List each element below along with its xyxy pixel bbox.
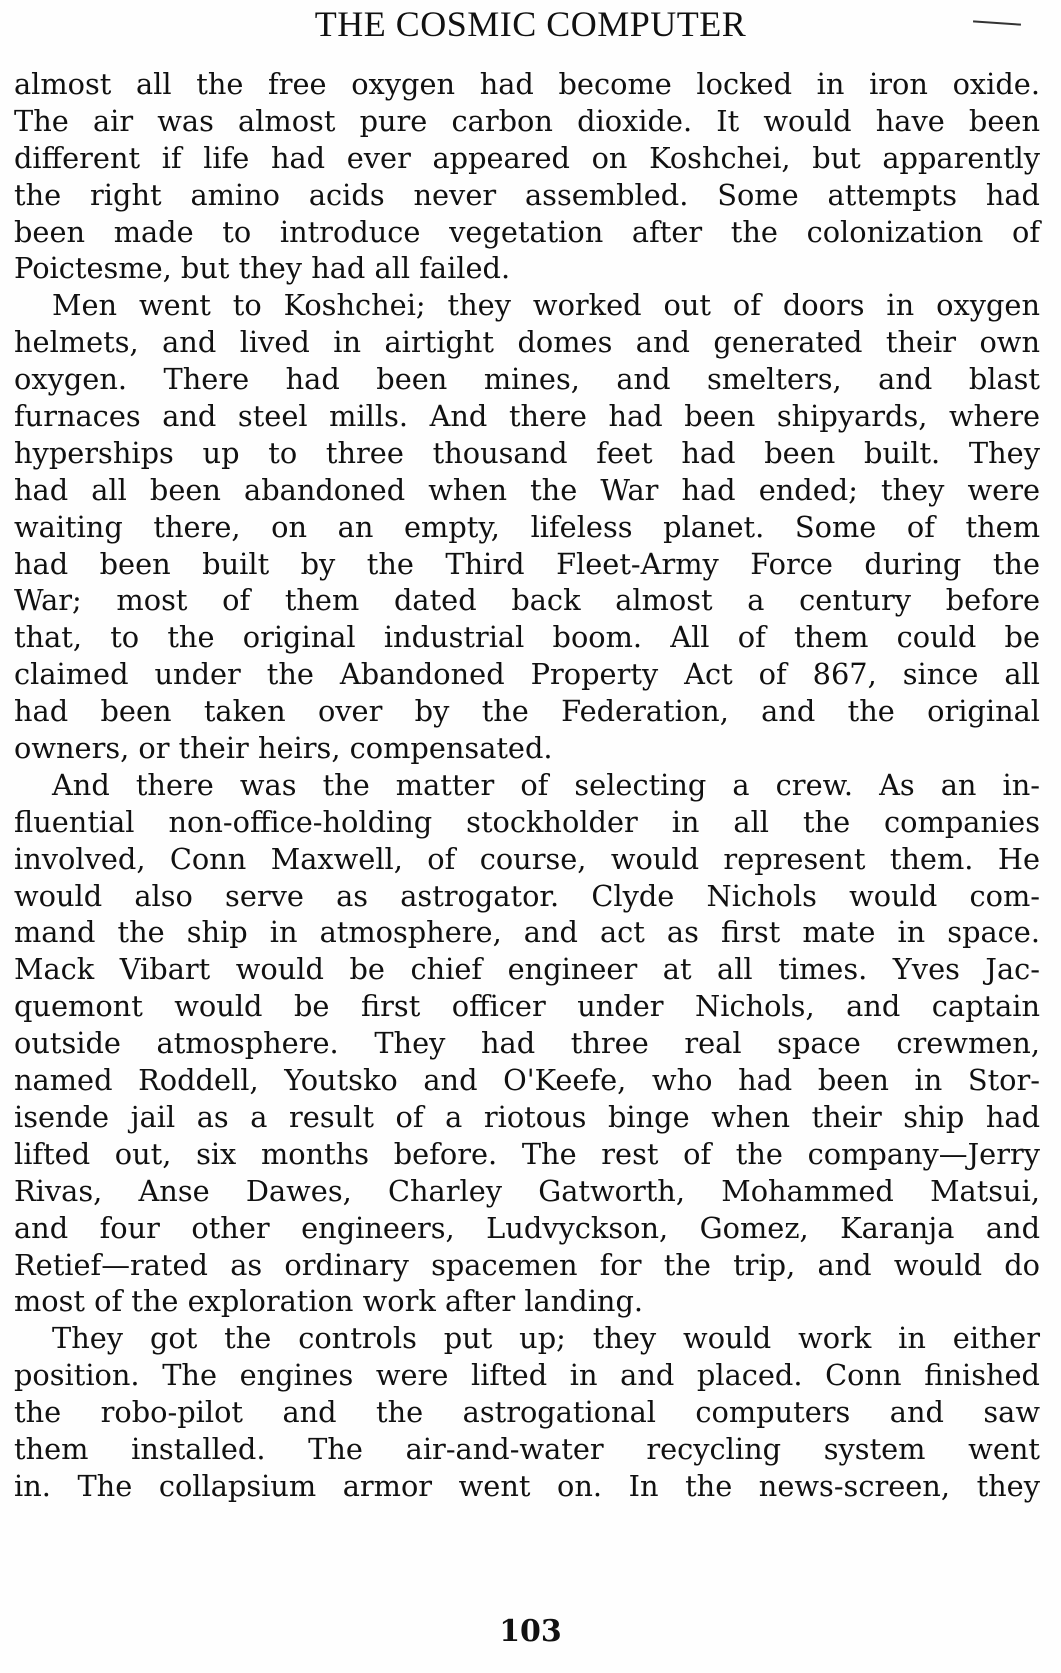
text-line: had all been abandoned when the War had ended; they were	[14, 472, 1040, 507]
text-line: had been taken over by the Federation, and the original	[14, 694, 1040, 729]
text-line: hyperships up to three thousand feet had been built. They	[14, 435, 1040, 470]
running-title: THE COSMIC COMPUTER	[314, 4, 747, 44]
text-line: helmets, and lived in airtight domes and generated their own	[14, 325, 1040, 360]
text-line: They got the controls put up; they would work in either	[52, 1321, 1040, 1356]
text-line: waiting there, on an empty, lifeless planet. Some of them	[14, 509, 1040, 544]
text-line: outside atmosphere. They had three real space crewmen,	[14, 1026, 1040, 1061]
text-line: owners, or their heirs, compensated.	[14, 731, 553, 766]
text-line: fluential non-office-holding stockholder in all the companies	[14, 804, 1040, 839]
page-number: 103	[499, 1614, 562, 1649]
text-line: the right amino acids never assembled. Some attempts had	[14, 177, 1040, 212]
text-line: involved, Conn Maxwell, of course, would represent them. He	[14, 841, 1040, 876]
text-line: War; most of them dated back almost a century before	[14, 583, 1040, 618]
text-line: named Roddell, Youtsko and O'Keefe, who had been in Stor-	[14, 1063, 1040, 1098]
paragraph	[14, 66, 1040, 287]
text-line: The air was almost pure carbon dioxide. It would have been	[14, 103, 1040, 138]
text-line: most of the exploration work after landing.	[14, 1284, 644, 1319]
text-line: and four other engineers, Ludvyckson, Gomez, Karanja and	[14, 1210, 1040, 1245]
text-line: quemont would be first officer under Nichols, and captain	[14, 989, 1040, 1024]
text-line: had been built by the Third Fleet-Army Force during the	[14, 546, 1040, 581]
text-line: lifted out, six months before. The rest of the company—Jerry	[14, 1136, 1040, 1171]
text-line: furnaces and steel mills. And there had been shipyards, where	[14, 399, 1040, 434]
text-line: them installed. The air-and-water recycling system went	[14, 1431, 1040, 1466]
text-line: almost all the free oxygen had become locked in iron oxide.	[14, 67, 1040, 101]
text-line: position. The engines were lifted in and placed. Conn finished	[14, 1358, 1040, 1393]
text-line: isende jail as a result of a riotous binge when their ship had	[14, 1099, 1040, 1134]
text-line: And there was the matter of selecting a crew. As an in-	[52, 767, 1040, 802]
body-text	[14, 66, 1040, 1505]
text-line: oxygen. There had been mines, and smelters, and blast	[14, 362, 1040, 397]
text-line: different if life had ever appeared on Koshchei, but apparently	[14, 140, 1040, 175]
paragraph	[14, 287, 1040, 767]
text-line: Retief—rated as ordinary spacemen for the trip, and would do	[14, 1247, 1040, 1282]
text-line: the robo-pilot and the astrogational computers and saw	[14, 1395, 1040, 1430]
text-line: Men went to Koshchei; they worked out of doors in oxygen	[52, 288, 1040, 323]
paragraph	[14, 767, 1040, 1320]
text-line: mand the ship in atmosphere, and act as first mate in space.	[14, 915, 1040, 950]
text-line: would also serve as astrogator. Clyde Nichols would com-	[14, 878, 1040, 913]
text-line: Mack Vibart would be chief engineer at all times. Yves Jac-	[14, 952, 1040, 987]
text-line: Poictesme, but they had all failed.	[14, 251, 511, 286]
text-line: claimed under the Abandoned Property Act of 867, since all	[14, 657, 1040, 692]
text-line: that, to the original industrial boom. All of them could be	[14, 620, 1040, 655]
text-line: in. The collapsium armor went on. In the news-screen, they	[14, 1468, 1040, 1503]
text-line: Rivas, Anse Dawes, Charley Gatworth, Mohammed Matsui,	[14, 1173, 1040, 1208]
paragraph	[14, 1320, 1040, 1504]
text-line: been made to introduce vegetation after the colonization of	[14, 214, 1040, 249]
